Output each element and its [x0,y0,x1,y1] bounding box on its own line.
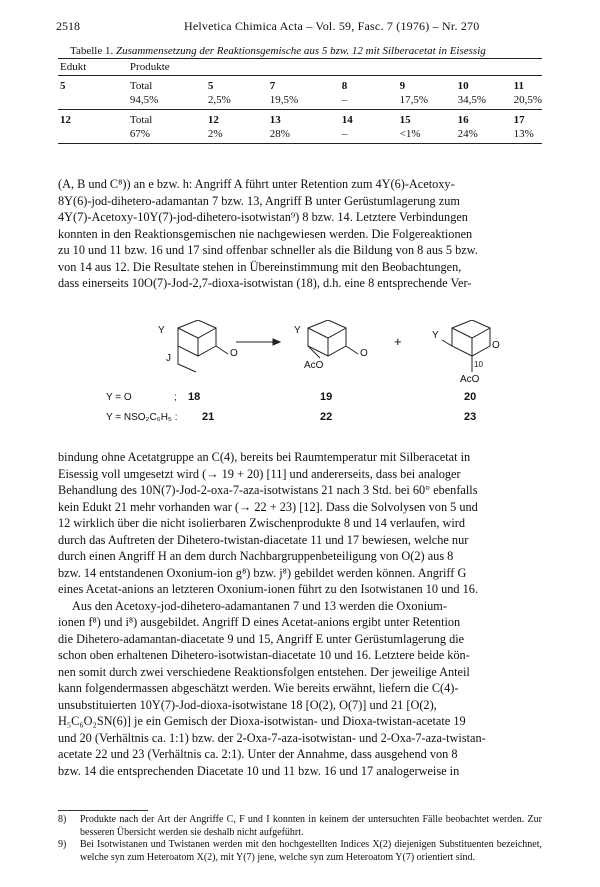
text-line: (A, B und C⁸)) an e bzw. h: Angriff A führt unter Retention zum 4Y(6)-Acetoxy- [58,177,455,191]
table-cell: 5 [207,80,214,92]
text-line: eines Acetat-anions an letzteren Oxonium-ionen führt zu den Isotwistanen 10 und 16. [58,582,479,596]
reaction-scheme [58,320,542,440]
table-cell: 12 [207,114,219,126]
reaction-arrow [236,339,280,345]
table-cell: 2% [206,127,268,144]
edukt-cell: 12 [60,114,71,126]
compound-number: 23 [464,411,477,423]
text-line: durch das Auftreten der Dihetero-twistan-diacetate 11 und 17 bewiesen, welche nur [58,532,469,547]
acetoxy-label: AcO [304,360,324,371]
table-cell: 13% [512,127,542,144]
table-caption [70,45,486,57]
row-label-y-sulfonamide: Y = NSO₂C₆H₅ : [106,412,178,423]
text-line: kann folgendermassen abgeschätzt werden. Wie bereits erwähnt, liefern die C(4)- [58,681,459,695]
table-row [58,110,542,128]
compound-number: 18 [188,391,201,403]
table-header-row [58,59,542,76]
text-line: 12 wirklich über die nicht isolierbaren Zwischenprodukte 8 und 14 verlaufen, wird [58,516,466,530]
table-cell: 20,5% [512,93,542,110]
table-cell: 24% [456,127,512,144]
table-cell: 10 [457,80,469,92]
footnote-rule [58,810,148,811]
text-line: nen somit durch zwei verschiedene Reaktionsfolgen entstehen. Der jeweilige Anteil [58,664,470,679]
molecule-18-structure [178,320,228,372]
compound-number: 21 [202,411,215,423]
table-cell [58,93,128,110]
table-cell: – [340,127,398,144]
table-cell: 11 [513,80,524,92]
footnote [58,814,542,839]
text-line: durch einen Angriff H an dem durch Nachbargruppenbeteiligung von O(2) aus 8 [58,549,454,563]
table-caption-text: Zusammensetzung der Reaktionsgemische aus 5 bzw. 12 mit Silberacetat in Eisessig [115,45,486,57]
table-row [58,93,542,110]
table-cell: 2,5% [206,93,268,110]
footnote-text: Produkte nach der Art der Angriffe C, F und I konnten in keinem der untersuchten Fälle beobachtet werden. Zur besseren Übersicht werden sie deshalb nicht aufgeführt. [80,814,542,838]
table-cell: 28% [268,127,340,144]
acetoxy-label: AcO [460,374,480,385]
text-line: acetate 22 und 23 (Verhältnis ca. 2:1). Unter der Annahme, dass ausgehend von 8 [58,747,458,761]
footnote-marker: 9) [58,839,67,850]
table-cell: 67% [128,127,206,144]
text-line: konnten in den Reaktionsgemischen nie nachgewiesen werden. Die Folgereaktionen [58,226,473,241]
oxygen-label: O [230,348,238,359]
table-cell: 14 [341,114,353,126]
paragraph-1 [58,176,542,292]
text-line: 4Y(7)-Acetoxy-10Y(7)-jod-dihetero-isotwistan⁹) 8 bzw. 14. Letztere Verbindungen [58,210,468,224]
edukt-cell: 5 [60,80,66,92]
substituent-y-label: Y [432,330,439,341]
table-cell [58,127,128,144]
text-line: bzw. 14 entstandenen Oxonium-ion g⁸) bzw. j⁸) gebildet werden können. Angriff G [58,565,467,580]
text-line: schon oben erhaltenen Dihetero-isotwistan-diacetate 10 und 16. Letztere beide kön- [58,648,470,662]
table-cell: <1% [398,127,456,144]
header-edukt: Edukt [58,59,128,76]
table-cell: 17,5% [398,93,456,110]
text-line: Eisessig voll umgesetzt wird (→ 19 + 20) [11] und andererseits, dass bei analoger [58,466,461,481]
table-cell: 8 [341,80,348,92]
text-line: und 20 (Verhältnis ca. 1:1) bzw. der 2-Oxa-7-aza-isotwistan- und 2-Oxa-7-aza-twistan- [58,730,486,745]
journal-citation: Helvetica Chimica Acta – Vol. 59, Fasc. 7 (1976) – Nr. 270 [184,19,480,33]
table-row [58,127,542,144]
compound-number: 20 [464,391,477,403]
results-table [58,58,542,144]
footnote-text: Bei Isotwistanen und Twistanen werden mit den hochgestellten Indices X(2) diejenigen Substituenten bezeichnet, welche syn zum Heteroatom X(2), mit Y(7) jene, welche syn zum Heteroatom Y(7) orientiert sind. [80,839,542,863]
text-line: 8Y(6)-jod-dihetero-adamantan 7 bzw. 13, Angriff B unter Gerüstumlagerung zum [58,193,460,208]
header-produkte: Produkte [128,59,542,76]
text-line: bindung ohne Acetatgruppe an C(4), bereits bei Raumtemperatur mit Silberacetat in [58,450,471,464]
paragraph-2 [58,449,542,779]
oxygen-label: O [360,348,368,359]
text-line: Aus den Acetoxy-jod-dihetero-adamantanen 7 und 13 werden die Oxonium- [72,598,447,613]
footnotes [58,814,542,864]
compound-number: 22 [320,411,333,423]
table-cell: Total [129,114,153,126]
row-label-y-oxygen: Y = O [106,392,132,403]
ring-position-label: 10 [474,360,483,369]
plus-sign: + [394,334,402,349]
compound-number: 19 [320,391,333,403]
table-cell: 17 [513,114,525,126]
table-cell: 13 [269,114,281,126]
text-line: die Dihetero-adamantan-diacetate 9 und 15, Angriff E unter Gerüstumlagerung die [58,631,465,646]
separator: ; [174,392,177,403]
table-cell: – [340,93,398,110]
text-line: dass einerseits 10O(7)-Jod-2,7-dioxa-isotwistan (18), d.h. eine 8 entsprechende Ver- [58,276,472,290]
page-number: 2518 [56,19,80,33]
text-line: kein Edukt 21 mehr vorhanden war (→ 22 + 23) [12]. Dass die Solvolysen von 5 und [58,499,478,514]
table-row [58,76,542,94]
footnote [58,839,542,864]
molecule-19-structure [308,320,358,358]
table-caption-label: Tabelle 1. [70,45,114,57]
text-line: Behandlung des 10N(7)-Jod-2-oxa-7-aza-isotwistans 21 nach 3 Std. bei 60° ebenfalls [58,483,478,497]
text-line: zu 10 und 11 bzw. 16 und 17 sind offenbar schneller als die Bildung von 8 aus 5 bzw. [58,243,478,257]
text-line: H₅C₆O₂SN(6)] je ein Gemisch der Dioxa-isotwistan- und Dioxa-twistan-acetate 19 [58,714,466,728]
table-cell: 16 [457,114,469,126]
substituent-y-label: Y [294,325,301,336]
substituent-y-label: Y [158,325,165,336]
table-cell: 9 [399,80,406,92]
table-cell: 34,5% [456,93,512,110]
table-cell: 7 [269,80,276,92]
table-cell: 94,5% [128,93,206,110]
substituent-j-label: J [166,353,171,364]
text-line: von 14 aus 12. Die Resultate stehen in Übereinstimmung mit den Beobachtungen, [58,259,462,274]
table-cell: 19,5% [268,93,340,110]
running-header [56,19,544,35]
text-line: unsubstituierten 10Y(7)-Jod-dioxa-isotwistane 18 [O(2), O(7)] und 21 [O(2), [58,697,437,712]
oxygen-label: O [492,340,500,351]
table-cell: 15 [399,114,411,126]
text-line: ionen f⁸) und i⁸) ausgebildet. Angriff D eines Acetat-anions ergibt unter Retention [58,615,461,629]
text-line: bzw. 14 die entsprechenden Diacetate 10 und 11 bzw. 16 und 17 analogerweise in [58,763,460,778]
footnote-marker: 8) [58,814,67,825]
table-cell: Total [129,80,153,92]
